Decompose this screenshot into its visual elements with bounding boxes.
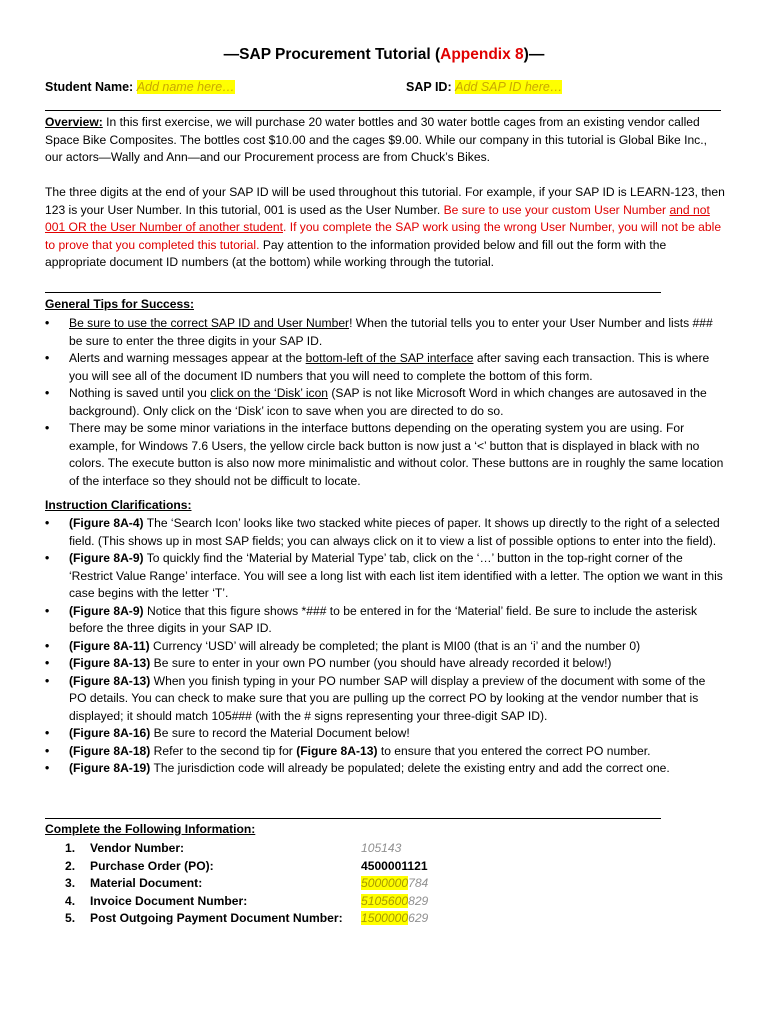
divider <box>45 110 721 111</box>
divider <box>45 292 661 293</box>
material-document-field[interactable] <box>361 875 428 893</box>
row-number: 4. <box>65 893 76 908</box>
purchase-order-label: Purchase Order (PO): <box>90 858 214 873</box>
sap-id-text-1: The three digits at the end of your SAP ID will be used throughout this tutorial. For example, if your SAP ID is LEARN-123, then 123 is your User Number. In this tutorial, 001 is used as the User Number. <box>45 185 725 217</box>
tip-text: ! When the tutorial tells you to enter your User Number and lists ### be sure to enter the three digits in your SAP ID. <box>69 316 713 348</box>
student-name-field[interactable]: Add name here… <box>136 80 235 94</box>
list-item <box>45 638 725 656</box>
payment-document-prefix: 1500000 <box>361 911 409 925</box>
page-title <box>0 46 768 64</box>
bullet: • <box>45 516 50 530</box>
list-item <box>45 315 725 350</box>
clarifications-heading: Instruction Clarifications: <box>45 498 192 512</box>
payment-document-field[interactable] <box>361 910 428 928</box>
invoice-document-suffix: 829 <box>408 893 429 908</box>
bullet: • <box>45 673 50 688</box>
list-item <box>45 760 725 778</box>
sap-id-row <box>406 80 562 94</box>
clarification-text: to ensure that you entered the correct PO number. <box>377 743 651 758</box>
purchase-order-field[interactable] <box>361 858 428 876</box>
row-number: 2. <box>65 858 76 873</box>
list-item <box>45 420 725 490</box>
payment-document-label: Post Outgoing Payment Document Number: <box>90 911 343 925</box>
bullet: • <box>45 761 50 775</box>
purchase-order-value: 4500001121 <box>361 858 428 873</box>
list-item <box>45 515 725 550</box>
figure-ref: (Figure 8A-4) <box>69 516 144 530</box>
sap-id-text-2: Pay attention to the information provided below and fill out the form with the appropriate document ID numbers (at the bottom) while working through the tutorial. <box>45 237 667 269</box>
bullet: • <box>45 386 50 400</box>
figure-ref: (Figure 8A-18) <box>69 743 151 758</box>
row-number: 1. <box>65 841 76 855</box>
figure-ref: (Figure 8A-11) <box>69 638 150 653</box>
sap-id-paragraph <box>45 184 725 272</box>
bullet: • <box>45 638 50 653</box>
tip-text: (SAP is not like Microsoft Word in which changes are autosaved in the background). Only click on the ‘Disk’ icon to save when you are directed to do so. <box>69 386 707 418</box>
bullet: • <box>45 743 50 758</box>
student-name-row <box>45 80 235 94</box>
tip-text: There may be some minor variations in the interface buttons depending on the operating system you are using. For example, for Windows 7.6 Users, the yellow circle back button is now just a ‘<’ button that is displayed in black with no colors. The execute button is also now more minimalistic and without color. These buttons are in roughly the same location of the interface so they should not be difficult to locate. <box>69 421 724 488</box>
bullet: • <box>45 351 50 365</box>
vendor-number-field[interactable] <box>361 840 401 858</box>
bullet: • <box>45 603 50 618</box>
clarification-text: To quickly find the ‘Material by Material Type’ tab, click on the ‘…’ button in the top-right corner of the ‘Restrict Value Range’ interface. You will see a long list with each list item identified with a letter. The option we want in this case begins with the letter ‘T’. <box>69 551 723 600</box>
bullet: • <box>45 656 50 670</box>
invoice-document-prefix: 5105600 <box>361 893 409 908</box>
figure-ref: (Figure 8A-13) <box>69 656 151 670</box>
divider <box>45 818 661 819</box>
material-document-prefix: 5000000 <box>361 876 409 890</box>
figure-ref: (Figure 8A-16) <box>69 726 151 740</box>
sap-id-field[interactable]: Add SAP ID here… <box>455 80 563 94</box>
warning-text-underlined: and not 001 OR the User Number of another student <box>45 202 710 234</box>
list-item <box>45 550 725 603</box>
material-document-suffix: 784 <box>408 876 429 890</box>
vendor-number-value: 105143 <box>361 841 402 855</box>
tip-text: Nothing is saved until you <box>69 386 211 400</box>
material-document-label: Material Document: <box>90 876 203 890</box>
warning-text-2: . If you complete the SAP work using the wrong User Number, you will not be able to prove that you completed this tutorial. <box>45 220 722 252</box>
tip-underlined: bottom-left of the SAP interface <box>305 351 474 365</box>
clarification-text: The jurisdiction code will already be populated; delete the existing entry and add the correct one. <box>150 761 670 775</box>
overview-paragraph <box>45 114 725 167</box>
bullet: • <box>45 421 50 435</box>
list-item <box>45 725 725 743</box>
figure-ref: (Figure 8A-9) <box>69 603 144 618</box>
tip-text: Alerts and warning messages appear at the <box>69 351 306 365</box>
bullet: • <box>45 316 50 330</box>
student-name-label: Student Name: <box>45 80 134 94</box>
invoice-document-label: Invoice Document Number: <box>90 893 248 908</box>
clarification-text: Notice that this figure shows *### to be entered in for the ‘Material’ field. Be sure to include the asterisk before the three digits in your SAP ID. <box>69 603 698 635</box>
list-item <box>45 655 725 673</box>
title-text: —SAP Procurement Tutorial ( <box>223 46 441 63</box>
tip-text: after saving each transaction. This is where you will see all of the document ID numbers that you will need to complete the bottom of this form. <box>69 351 710 383</box>
clarification-text: The ‘Search Icon’ looks like two stacked white pieces of paper. It shows up directly to the right of a selected field. (This shows up in most SAP fields; you can always click on it to view a list of possible options to enter into the field). <box>69 516 720 548</box>
list-item <box>45 385 725 420</box>
clarification-text: When you finish typing in your PO number SAP will display a preview of the document with some of the PO details. You can check to make sure that you are pulling up the correct PO by looking at the vendor number that is displayed; it should match 105### (with the # signs representing your three-digit SAP ID). <box>69 673 706 723</box>
tip-underlined: click on the ‘Disk’ icon <box>210 386 329 400</box>
overview-label: Overview: <box>45 115 103 129</box>
overview-text: In this first exercise, we will purchase 20 water bottles and 30 water bottle cages from an existing vendor called Space Bike Composites. The bottles cost $10.00 and the cages $9.00. While our company in this tutorial is Global Bike Inc., our actors—Wally and Ann—and our Procurement process are from Chuck’s Bikes. <box>45 115 707 164</box>
warning-text-1: Be sure to use your custom User Number <box>443 202 670 217</box>
figure-ref: (Figure 8A-9) <box>69 551 144 565</box>
row-number: 3. <box>65 876 76 890</box>
sap-id-label: SAP ID: <box>406 80 452 94</box>
payment-document-suffix: 629 <box>408 911 429 925</box>
tips-heading: General Tips for Success: <box>45 297 194 311</box>
bullet: • <box>45 551 50 565</box>
form-heading: Complete the Following Information: <box>45 822 256 836</box>
bullet: • <box>45 726 50 740</box>
figure-ref: (Figure 8A-13) <box>69 673 151 688</box>
clarification-text: Refer to the second tip for <box>150 743 297 758</box>
list-item <box>45 673 725 726</box>
figure-ref: (Figure 8A-13) <box>296 743 378 758</box>
appendix-label: Appendix 8 <box>440 46 524 63</box>
list-item <box>45 743 725 761</box>
row-number: 5. <box>65 911 76 925</box>
tips-list <box>45 315 725 490</box>
clarification-text: Be sure to enter in your own PO number (you should have already recorded it below!) <box>150 656 612 670</box>
clarification-text: Currency ‘USD’ will already be completed; the plant is MI00 (that is an ‘i’ and the number 0) <box>149 638 641 653</box>
list-item <box>45 603 725 638</box>
clarification-text: Be sure to record the Material Document below! <box>150 726 410 740</box>
list-item <box>45 350 725 385</box>
vendor-number-label: Vendor Number: <box>90 841 185 855</box>
figure-ref: (Figure 8A-19) <box>69 761 151 775</box>
clarifications-list <box>45 515 725 778</box>
tip-underlined: Be sure to use the correct SAP ID and User Number <box>69 316 350 330</box>
invoice-document-field[interactable] <box>361 893 428 911</box>
title-suffix: )— <box>523 46 545 63</box>
